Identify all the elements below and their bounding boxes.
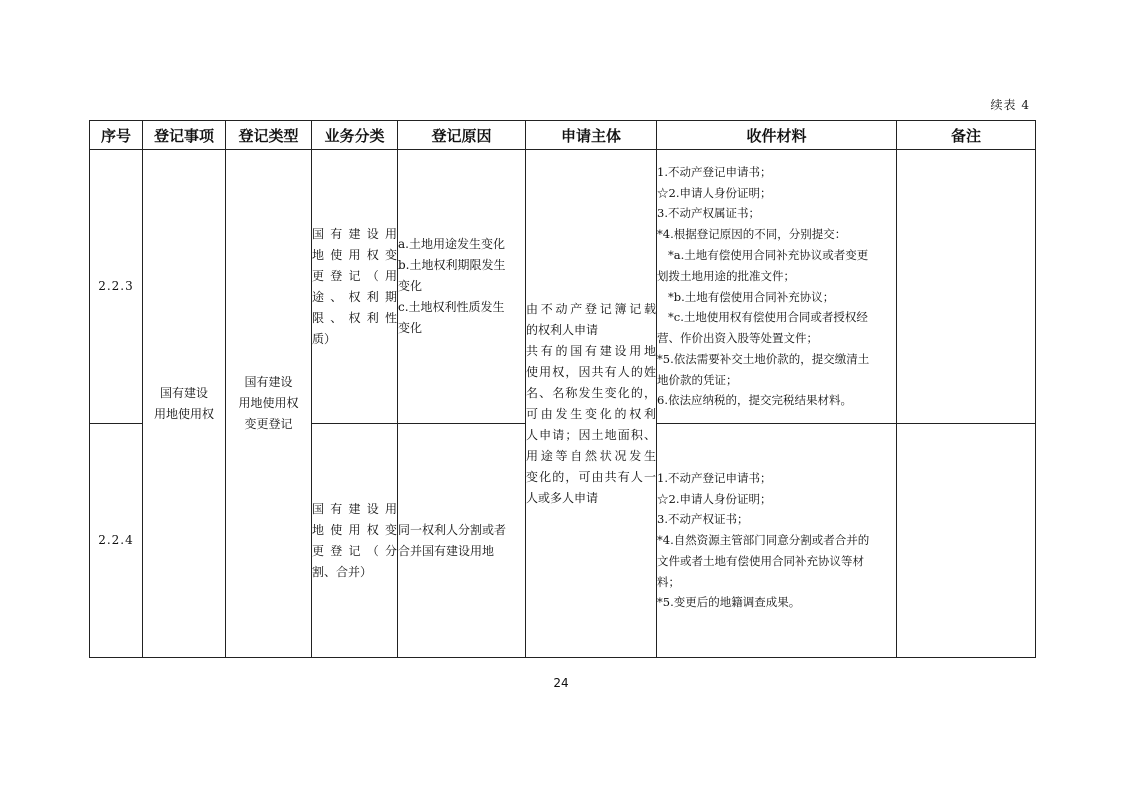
registration-item-line: 国有建设: [159, 385, 208, 400]
registration-type-line: 国有建设: [244, 375, 293, 389]
material-line: *5.依法需要补交土地价款的，提交缴清土: [657, 351, 870, 366]
registration-table: [89, 120, 1036, 658]
header-registration-type: 登记类型: [226, 121, 312, 150]
category-line: 割、合并）: [312, 564, 373, 579]
business-category-cell: [312, 424, 398, 658]
reason-line: a.土地用途发生变化: [398, 237, 505, 251]
header-notes: 备注: [897, 121, 1036, 150]
header-business-category: 业务分类: [312, 121, 398, 150]
category-line: 途、权利期: [312, 289, 397, 304]
table-header-row: [90, 121, 1036, 150]
registration-type-line: 变更登记: [244, 417, 293, 431]
material-line: ☆2.申请人身份证明；: [657, 185, 772, 200]
material-line: 料；: [657, 574, 680, 589]
materials-cell: [657, 424, 897, 658]
category-line: 地使用权变: [312, 247, 397, 262]
business-category-cell: [312, 150, 398, 424]
reason-line: 变化: [398, 321, 423, 335]
registration-type-cell: [226, 150, 312, 658]
reason-line: b.土地权利期限发生: [398, 258, 506, 272]
reason-line: c.土地权利性质发生: [398, 300, 505, 314]
reason-line: 同一权利人分割或者: [398, 522, 507, 537]
applicant-line: 变化的，可由共有人一: [526, 469, 656, 484]
page-number: 24: [553, 676, 569, 690]
applicant-line: 用途等自然状况发生: [526, 448, 656, 463]
material-line: *4.根据登记原因的不同，分别提交：: [657, 227, 847, 242]
material-line: 地价款的凭证；: [657, 372, 738, 387]
applicant-line: 可由发生变化的权利: [526, 406, 656, 421]
header-registration-item: 登记事项: [143, 121, 226, 150]
material-line: 3.不动产权证书；: [657, 512, 749, 527]
material-line: 1.不动产登记申请书；: [657, 164, 772, 179]
material-line: 划拨土地用途的批准文件；: [657, 268, 795, 283]
seq-cell: 2.2.3: [90, 150, 143, 424]
registration-reason-cell: [398, 424, 526, 658]
materials-cell: [657, 150, 897, 424]
table-row: [90, 150, 1036, 424]
material-line: 1.不动产登记申请书；: [657, 470, 772, 485]
registration-reason-cell: [398, 150, 526, 424]
applicant-line: 名、名称发生变化的，: [526, 385, 656, 400]
material-line: 6.依法应纳税的，提交完税结果材料。: [657, 393, 852, 408]
notes-cell: [897, 150, 1036, 424]
material-line: 营、作价出资入股等处置文件；: [657, 331, 818, 346]
applicant-line: 人或多人申请: [526, 490, 599, 505]
material-line: *c.土地使用权有偿使用合同或者授权经: [668, 310, 868, 325]
applicant-line: 共有的国有建设用地: [526, 343, 656, 358]
material-line: *a.土地有偿使用合同补充协议或者变更: [668, 247, 869, 262]
material-line: *5.变更后的地籍调查成果。: [657, 595, 801, 610]
material-line: ☆2.申请人身份证明；: [657, 491, 772, 506]
applicant-line: 由不动产登记簿记载: [526, 301, 656, 316]
category-line: 国有建设用: [312, 501, 397, 516]
notes-cell: [897, 424, 1036, 658]
material-line: *b.土地有偿使用合同补充协议；: [668, 289, 835, 304]
header-applicant: 申请主体: [526, 121, 657, 150]
reason-line: 合并国有建设用地: [398, 543, 495, 558]
category-line: 地使用权变: [312, 522, 397, 537]
registration-type-line: 用地使用权: [238, 396, 299, 410]
header-materials: 收件材料: [657, 121, 897, 150]
category-line: 国有建设用: [312, 226, 397, 241]
category-line: 质）: [312, 331, 337, 346]
header-seq: 序号: [90, 121, 143, 150]
category-line: 限、权利性: [312, 310, 397, 325]
material-line: *4.自然资源主管部门同意分割或者合并的: [657, 533, 870, 548]
header-registration-reason: 登记原因: [398, 121, 526, 150]
applicant-cell: [526, 150, 657, 658]
applicant-line: 人申请；因土地面积、: [526, 427, 656, 442]
continuation-label: 续表 4: [990, 98, 1030, 112]
reason-line: 变化: [398, 279, 423, 293]
category-line: 更登记（分: [312, 543, 397, 558]
applicant-line: 使用权，因共有人的姓: [526, 364, 656, 379]
material-line: 文件或者土地有偿使用合同补充协议等材: [657, 553, 864, 568]
registration-item-cell: [143, 150, 226, 658]
material-line: 3.不动产权属证书；: [657, 206, 760, 221]
seq-cell: 2.2.4: [90, 424, 143, 658]
registration-item-line: 用地使用权: [153, 406, 214, 421]
applicant-line: 的权利人申请: [526, 322, 599, 337]
category-line: 更登记（用: [312, 268, 397, 283]
